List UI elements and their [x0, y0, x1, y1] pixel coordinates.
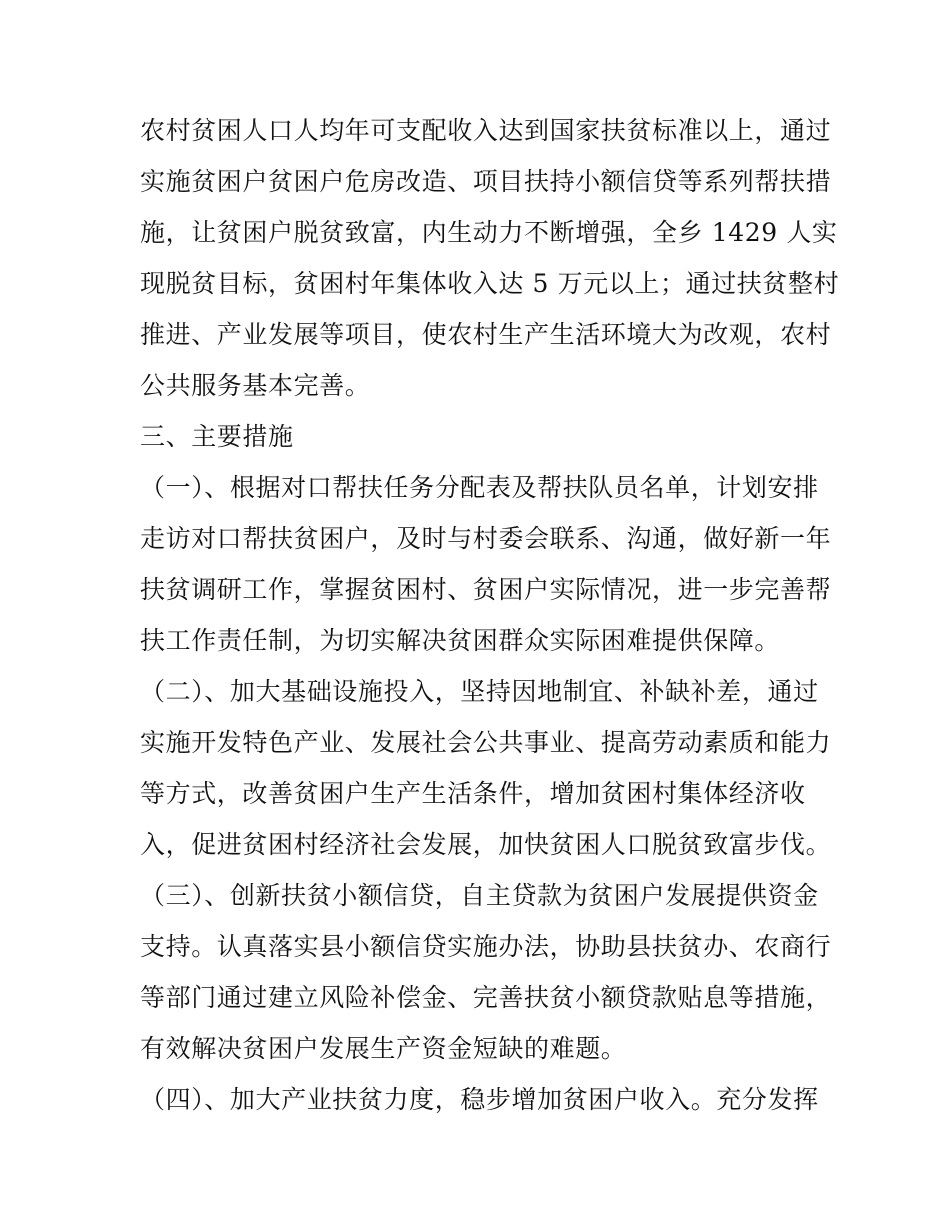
text-line: 等部门通过建立风险补偿金、完善扶贫小额贷款贴息等措施， [140, 983, 832, 1012]
text-line: 施，让贫困户脱贫致富，内生动力不断增强，全乡 1429 人实 [140, 218, 838, 247]
text-line: 实施贫困户贫困户危房改造、项目扶持小额信贷等系列帮扶措 [140, 167, 832, 196]
section-heading: 三、主要措施 [140, 422, 294, 451]
text-line: 支持。认真落实县小额信贷实施办法，协助县扶贫办、农商行 [140, 932, 832, 961]
text-line: （二）、加大基础设施投入，坚持因地制宜、补缺补差，通过 [140, 677, 819, 706]
text-line: （三）、创新扶贫小额信贷，自主贷款为贫困户发展提供资金 [140, 881, 819, 910]
text-line: 有效解决贫困户发展生产资金短缺的难题。 [140, 1034, 627, 1063]
text-line: 等方式，改善贫困户生产生活条件，增加贫困村集体经济收 [140, 779, 806, 808]
text-line: 推进、产业发展等项目，使农村生产生活环境大为改观，农村 [140, 320, 832, 349]
text-line: 实施开发特色产业、发展社会公共事业、提高劳动素质和能力 [140, 728, 832, 757]
text-line: 扶工作责任制，为切实解决贫困群众实际困难提供保障。 [140, 626, 781, 655]
text-line: 走访对口帮扶贫困户，及时与村委会联系、沟通，做好新一年 [140, 524, 832, 553]
text-line: 入，促进贫困村经济社会发展，加快贫困人口脱贫致富步伐。 [140, 830, 832, 859]
text-line: （一）、根据对口帮扶任务分配表及帮扶队员名单，计划安排 [140, 473, 819, 502]
text-line: 扶贫调研工作，掌握贫困村、贫困户实际情况，进一步完善帮 [140, 575, 832, 604]
text-line: （四）、加大产业扶贫力度，稳步增加贫困户收入。充分发挥 [140, 1085, 819, 1114]
text-line: 农村贫困人口人均年可支配收入达到国家扶贫标准以上，通过 [140, 116, 832, 145]
text-line: 现脱贫目标，贫困村年集体收入达 5 万元以上；通过扶贫整村 [140, 269, 840, 298]
text-line: 公共服务基本完善。 [140, 371, 371, 400]
